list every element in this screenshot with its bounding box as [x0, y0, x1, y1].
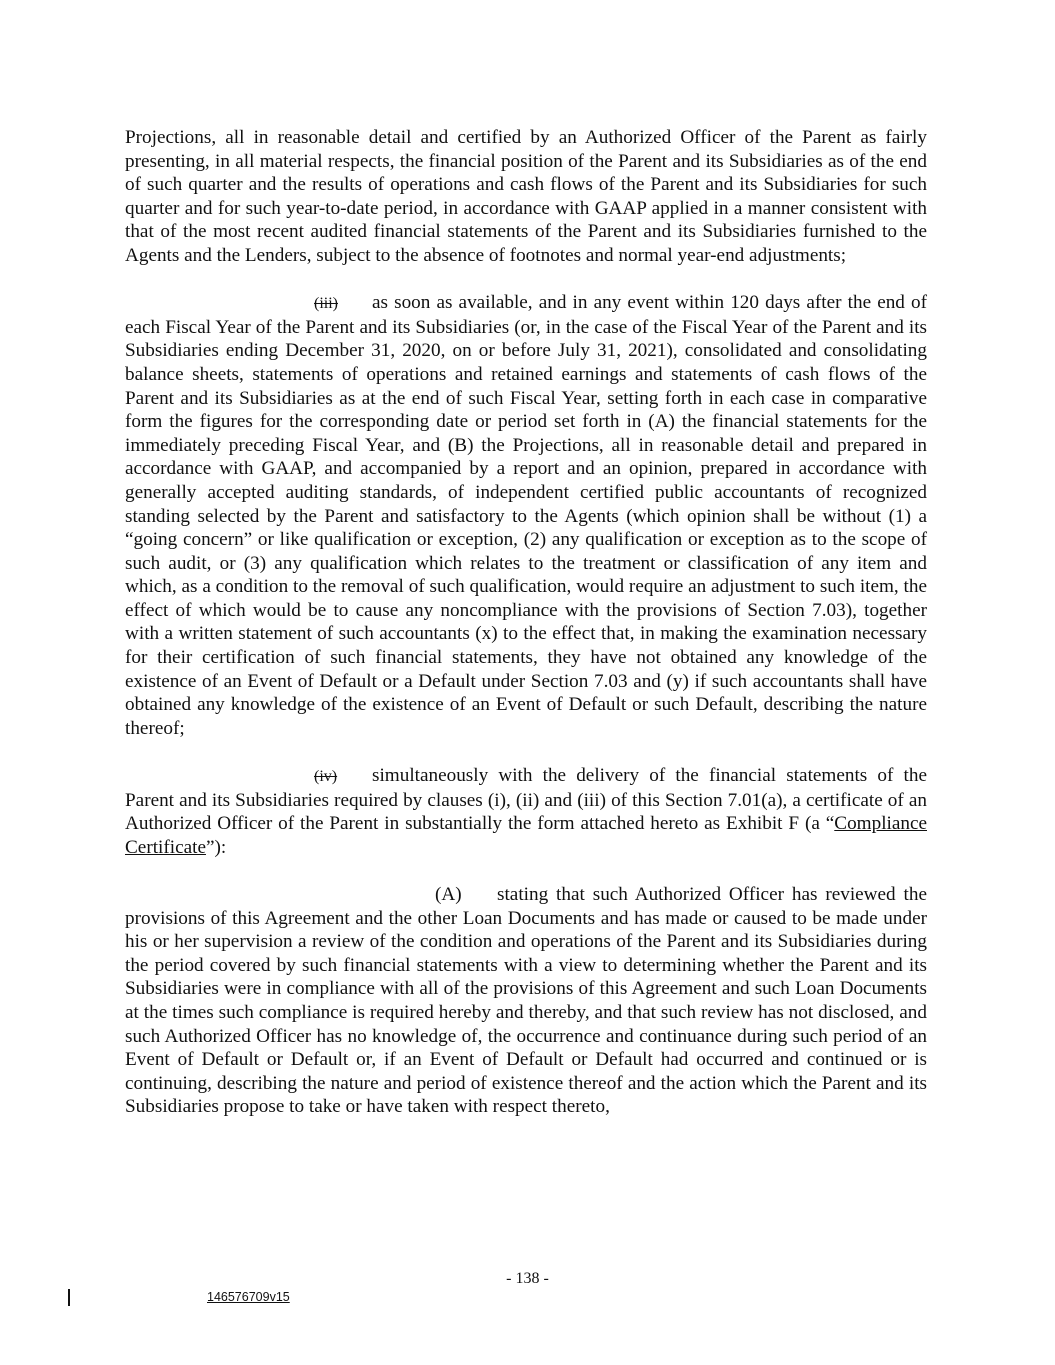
paragraph-iii: [125, 291, 927, 740]
defined-term-compliance-certificate: Compliance Certificate: [125, 813, 927, 858]
paragraph-iv-text-end: ”):: [205, 836, 227, 858]
paragraph-continuation: Projections, all in reasonable detail and certified by an Authorized Officer of the Parent as fairly presenting, in all material respects, the financial position of the Parent and its Subsidiaries as of the end of such quarter and the results of operations and cash flows of the Parent and its Subsidiaries for such quarter and for such year-to-date period, in accordance with GAAP applied in a manner consistent with that of the most recent audited financial statements of the Parent and its Subsidiaries furnished to the Agents and the Lenders, subject to the absence of footnotes and normal year-end adjustments;: [125, 127, 927, 266]
clause-number-iv: (iv): [314, 768, 338, 786]
page-number: - 138 -: [506, 1270, 549, 1287]
clause-number-iii: (iii): [314, 295, 338, 313]
clause-number-A: (A): [435, 884, 462, 905]
change-bar: [68, 1289, 70, 1306]
paragraph-iv: [125, 764, 927, 859]
paragraph-iv-text: simultaneously with the delivery of the financial statements of the Parent and its Subsidiaries required by clauses (i), (ii) and (iii) of this Section 7.01(a), a certificate of an Authorized Officer of the Parent in substantially the form attached hereto as Exhibit F (a “: [125, 765, 927, 835]
document-id: 146576709v15: [207, 1290, 290, 1304]
paragraph-A: [125, 883, 927, 1119]
paragraph-A-text: stating that such Authorized Officer has reviewed the provisions of this Agreement and the other Loan Documents and has made or caused to be made under his or her supervision a review of the condition and operations of the Parent and its Subsidiaries during the period covered by such financial statements with a view to determining whether the Parent and its Subsidiaries were in compliance with all of the provisions of this Agreement and such Loan Documents at the times such compliance is required hereby and thereby, and that such review has not disclosed, and such Authorized Officer has no knowledge of, the occurrence and continuance during such period of an Event of Default or Default or, if an Event of Default or Default had occurred and continued or is continuing, describing the nature and period of existence thereof and the action which the Parent and its Subsidiaries propose to take or have taken with respect thereto,: [125, 884, 927, 1118]
paragraph-iii-text: as soon as available, and in any event within 120 days after the end of each Fiscal Year of the Parent and its Subsidiaries (or, in the case of the Fiscal Year of the Parent and its Subsidiaries ending December 31, 2020, on or before July 31, 2021), consolidated and consolidating balance sheets, statements of operations and retained earnings and statements of cash flows of the Parent and its Subsidiaries as at the end of such Fiscal Year, setting forth in each case in comparative form the figures for the corresponding date or period set forth in (A) the financial statements for the immediately preceding Fiscal Year, and (B) the Projections, all in reasonable detail and prepared in accordance with GAAP, and accompanied by a report and an opinion, prepared in accordance with generally accepted auditing standards, of independent certified public accountants of recognized standing selected by the Parent and satisfactory to the Agents (which opinion shall be without (1) a “going concern” or like qualification or exception, (2) any qualification or exception as to the scope of such audit, or (3) any qualification which relates to the treatment or classification of any item and which, as a condition to the removal of such qualification, would require an adjustment to such item, the effect of which would be to cause any noncompliance with the provisions of Section 7.03), together with a written statement of such accountants (x) to the effect that, in making the examination necessary for their certification of such financial statements, they have not obtained any knowledge of the existence of an Event of Default or a Default under Section 7.03 and (y) if such accountants shall have obtained any knowledge of the existence of an Event of Default or such Default, describing the nature thereof;: [125, 292, 927, 739]
document-body: [125, 126, 927, 1143]
